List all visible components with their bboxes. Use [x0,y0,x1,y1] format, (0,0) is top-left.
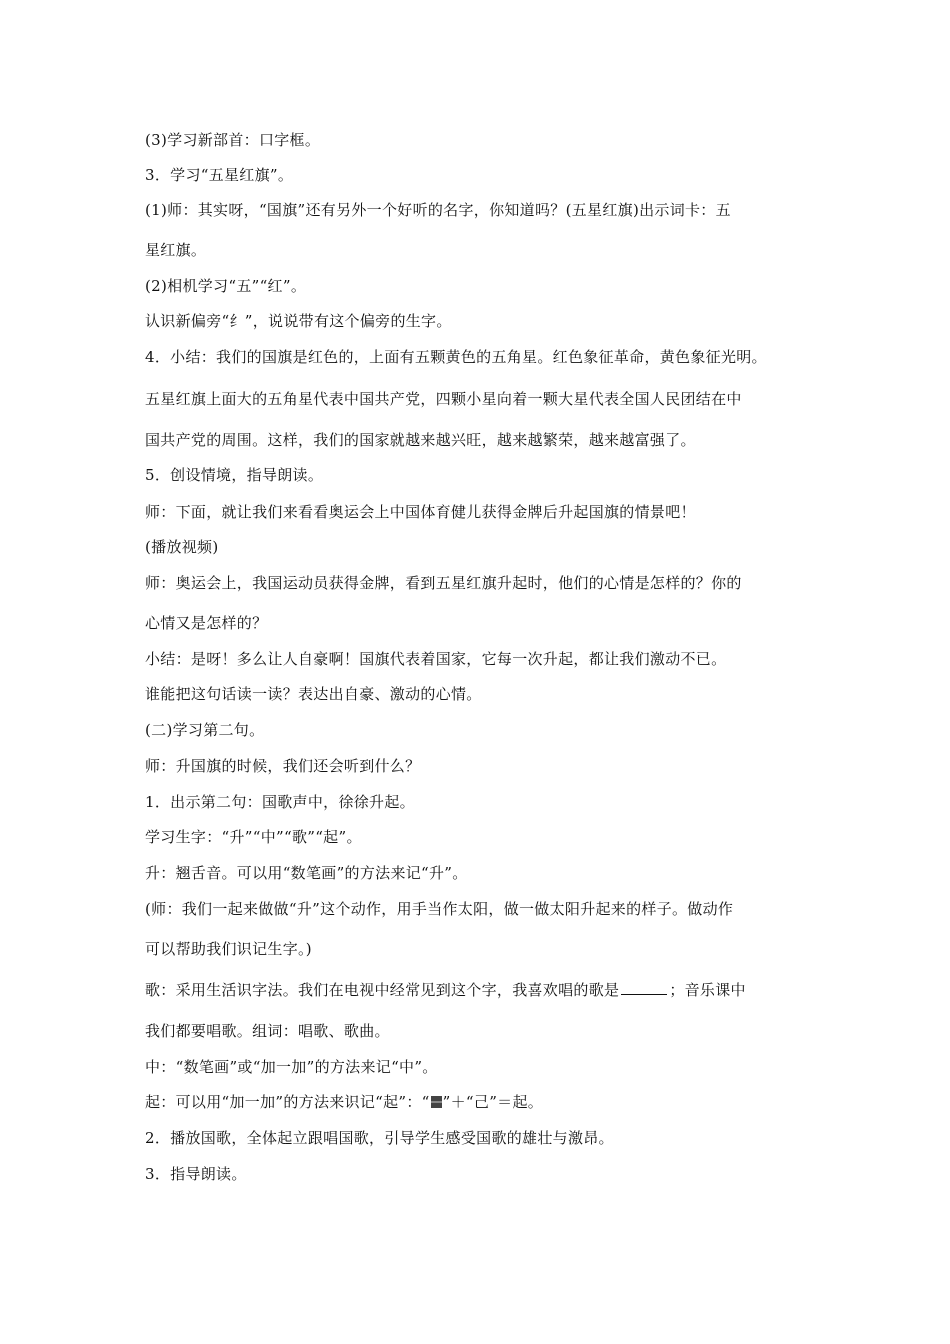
text-line: (3)学习新部首：口字框。 [145,131,321,149]
text-line: 可以帮助我们识记生字。) [145,940,312,958]
text-line: 我们都要唱歌。组词：唱歌、歌曲。 [145,1022,390,1040]
text-line: 师：下面，就让我们来看看奥运会上中国体育健儿获得金牌后升起国旗的情景吧！ [145,503,696,521]
text-line: 师：升国旗的时候，我们还会听到什么？ [145,757,421,775]
text-line: 1．出示第二句：国歌声中，徐徐升起。 [145,793,415,811]
text-line: 3．学习“五星红旗”。 [145,166,294,184]
text-line: 认识新偏旁“纟”，说说带有这个偏旁的生字。 [145,312,452,330]
text-line: 5．创设情境，指导朗读。 [145,466,324,484]
text-line: (1)师：其实呀，“国旗”还有另外一个好听的名字，你知道吗？(五星红旗)出示词卡：五 [145,201,731,219]
text-segment: ；音乐课中 [669,981,746,999]
text-line: 2．播放国歌，全体起立跟唱国歌，引导学生感受国歌的雄壮与激昂。 [145,1129,614,1147]
text-line: 五星红旗上面大的五角星代表中国共产党，四颗小星向着一颗大星代表全国人民团结在中 [145,390,742,408]
text-segment: ”＋“己”＝起。 [442,1093,544,1111]
text-line: (2)相机学习“五”“红”。 [145,277,307,295]
text-line: 学习生字：“升”“中”“歌”“起”。 [145,828,362,846]
text-line: 师：奥运会上，我国运动员获得金牌，看到五星红旗升起时，他们的心情是怎样的？你的 [145,574,742,592]
text-line-with-blank [145,981,825,999]
text-line: 升：翘舌音。可以用“数笔画”的方法来记“升”。 [145,864,468,882]
text-line: (二)学习第二句。 [145,721,265,739]
text-line: 3．指导朗读。 [145,1165,247,1183]
text-line-with-glyph [145,1093,825,1111]
text-line: 谁能把这句话读一读？表达出自豪、激动的心情。 [145,685,482,703]
fill-in-blank [621,981,667,995]
radical-glyph-icon [431,1096,442,1108]
text-line: (师：我们一起来做做“升”这个动作，用手当作太阳，做一做太阳升起来的样子。做动作 [145,900,734,918]
text-line: 心情又是怎样的？ [145,614,268,632]
text-line: 国共产党的周围。这样，我们的国家就越来越兴旺，越来越繁荣，越来越富强了。 [145,431,696,449]
text-line: (播放视频) [145,538,219,556]
text-line: 星红旗。 [145,241,207,259]
text-segment: 歌：采用生活识字法。我们在电视中经常见到这个字，我喜欢唱的歌是 [145,981,620,999]
text-line: 4．小结：我们的国旗是红色的，上面有五颗黄色的五角星。红色象征革命，黄色象征光明。 [145,348,767,366]
text-segment: 起：可以用“加一加”的方法来识记“起”：“ [145,1093,430,1111]
text-line: 中：“数笔画”或“加一加”的方法来记“中”。 [145,1058,438,1076]
text-line: 小结：是呀！多么让人自豪啊！国旗代表着国家，它每一次升起，都让我们激动不已。 [145,650,727,668]
